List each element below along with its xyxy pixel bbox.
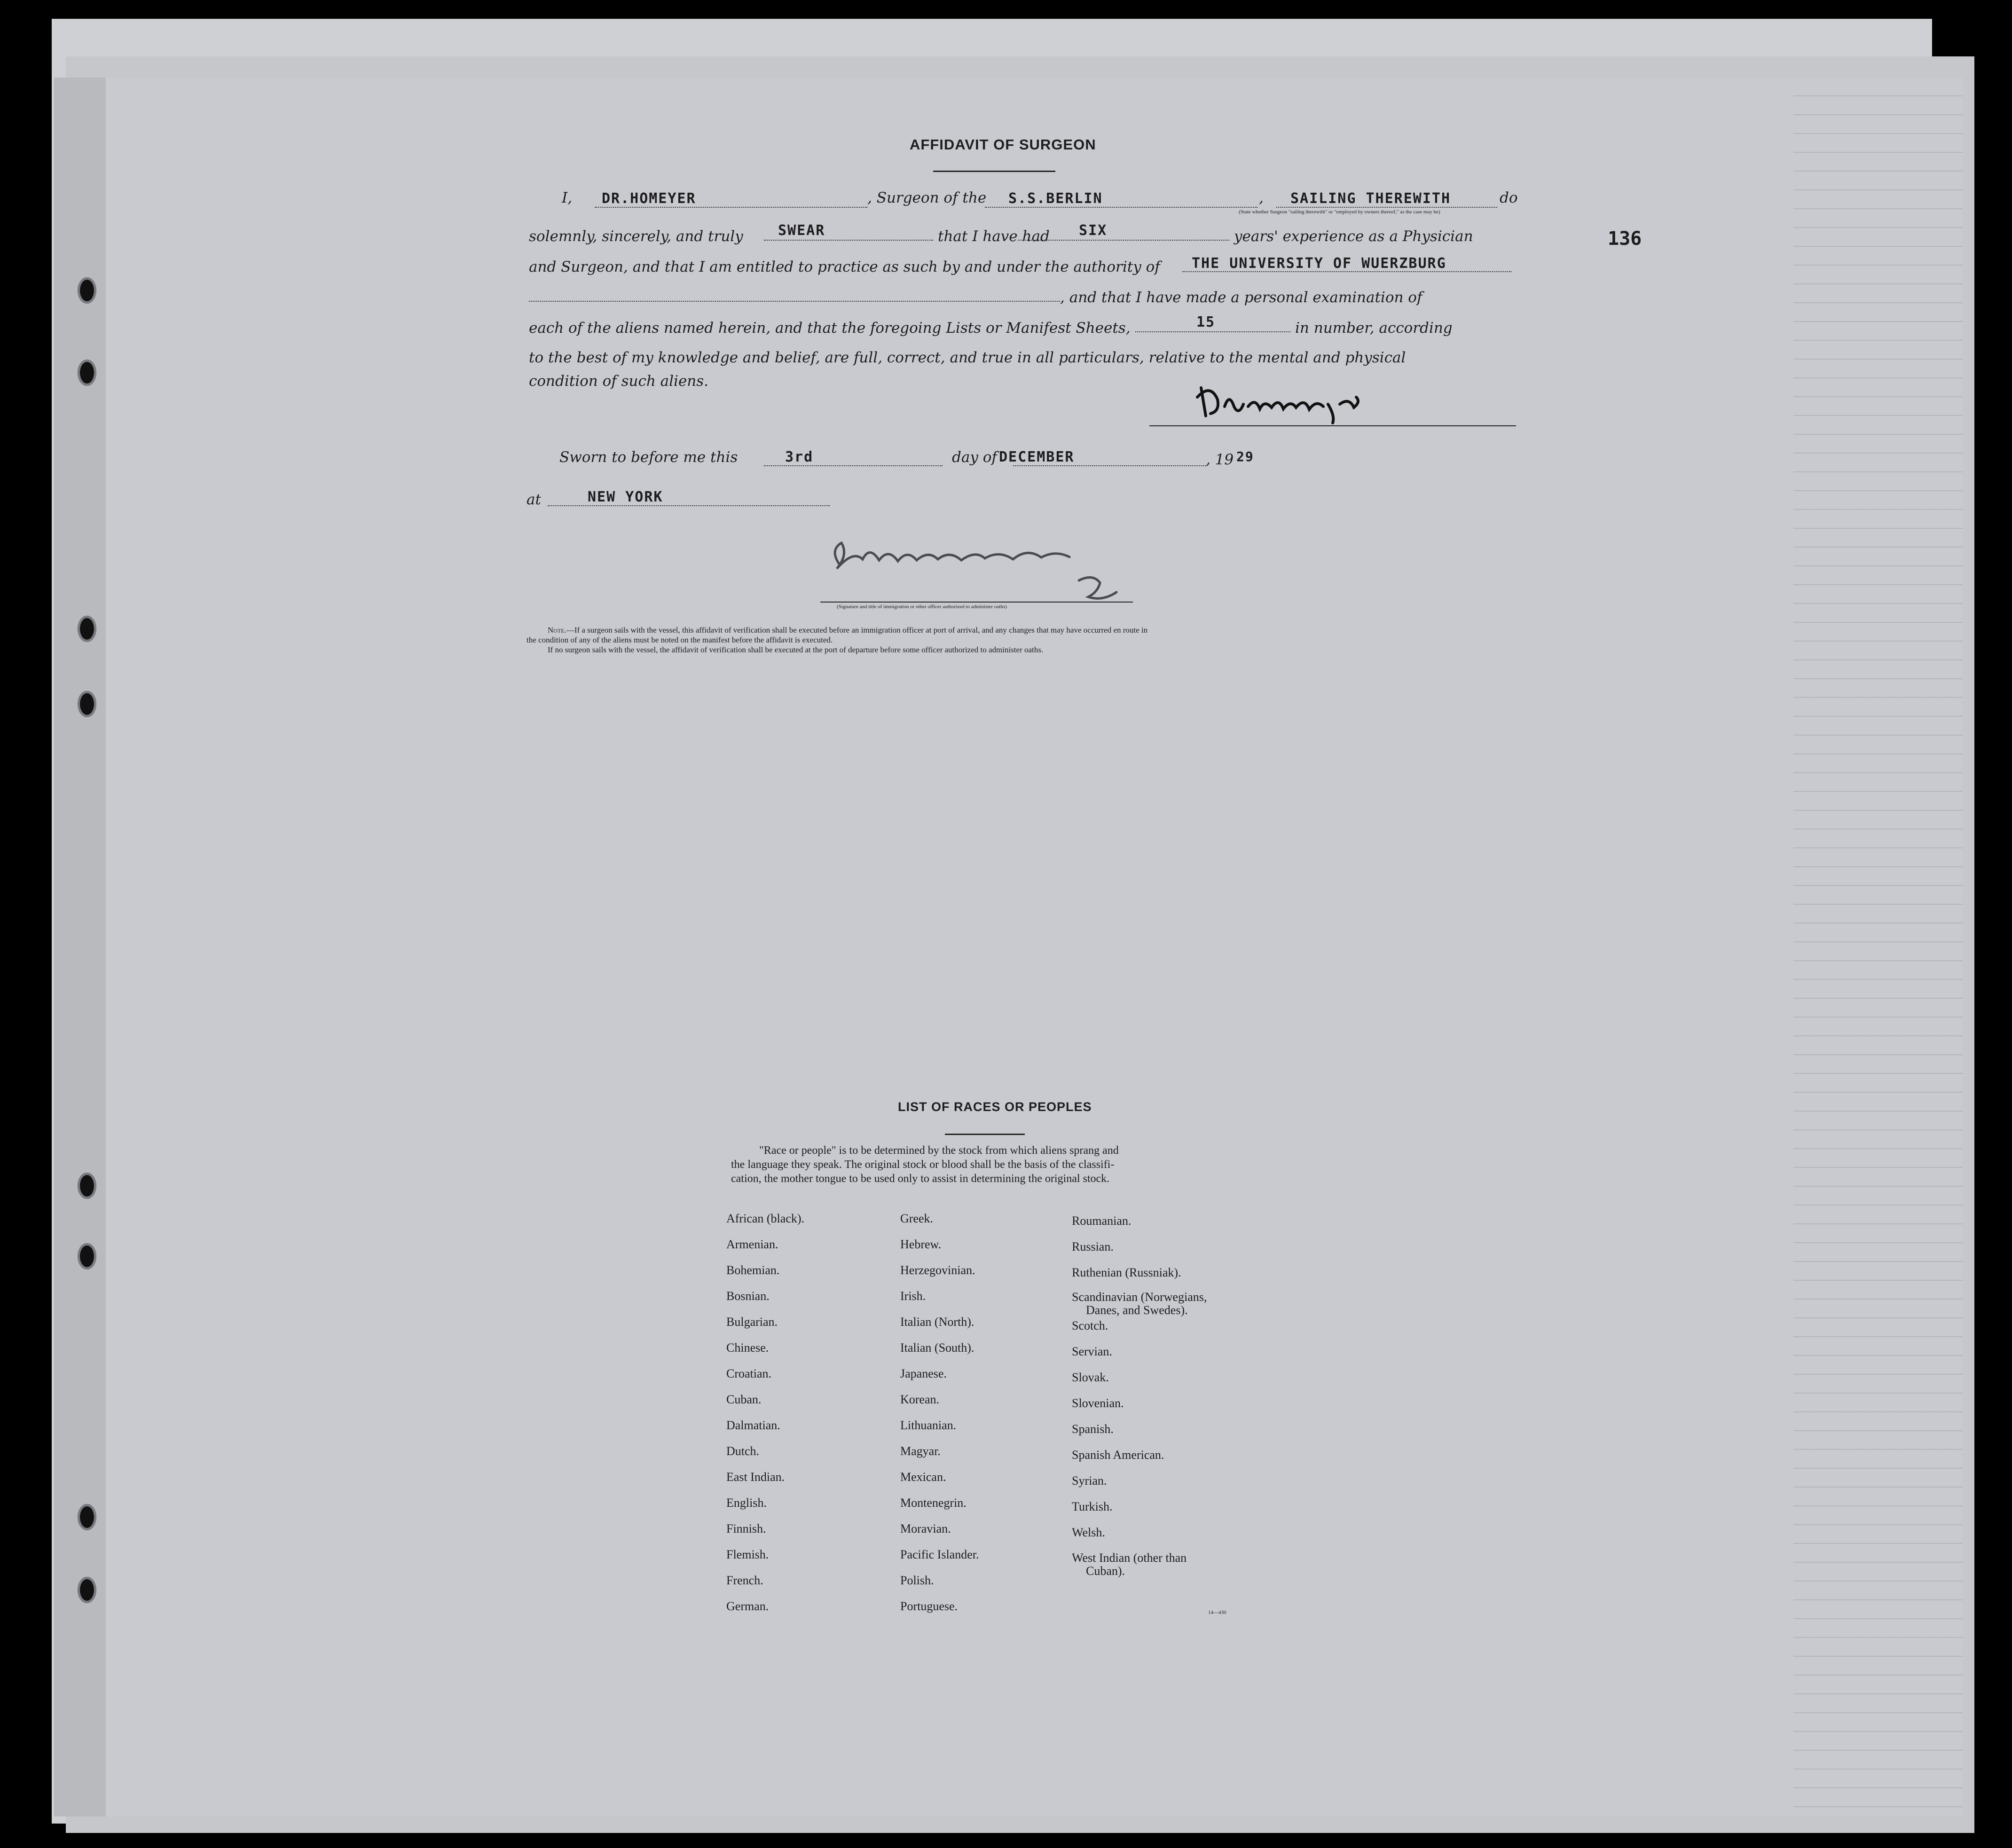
text-year-prefix: , 19 (1206, 451, 1234, 468)
surgeon-signature-line (1149, 425, 1516, 426)
vessel-name: S.S.BERLIN (1008, 190, 1103, 207)
note-line-3: If no surgeon sails with the vessel, the affidavit of verification shall be executed at the port of departure before some officer authorized to administer oaths. (548, 645, 1044, 654)
text-sworn: Sworn to before me this (559, 449, 738, 466)
races-col-1 (726, 1206, 804, 1619)
text-i: I, (562, 189, 573, 206)
sworn-month: DECEMBER (999, 449, 1075, 465)
race-item: Scandinavian (Norwegians, (1072, 1290, 1207, 1304)
race-item: Herzegovinian. (900, 1263, 975, 1277)
race-item: Croatian. (726, 1367, 772, 1380)
sheets-value: 15 (1196, 314, 1216, 330)
sworn-month-line (1013, 465, 1206, 466)
text-condition: condition of such aliens. (529, 373, 709, 390)
race-item: Korean. (900, 1393, 940, 1406)
race-item: Bosnian. (726, 1289, 770, 1303)
oath-line (764, 240, 933, 241)
race-item: Italian (South). (900, 1341, 975, 1355)
races-intro-line-1: "Race or people" is to be determined by the stock from which aliens sprang and (759, 1144, 1119, 1157)
punch-hole (78, 277, 96, 304)
race-item: Scotch. (1072, 1319, 1108, 1332)
races-col-3 (1072, 1208, 1207, 1577)
sailing-note: (State whether Surgeon "sailing therewith" or "employed by owners thereof," as the case may be) (1239, 209, 1440, 215)
sailing-status: SAILING THEREWITH (1290, 190, 1451, 207)
text-day-of: day of (952, 449, 997, 466)
text-and-surgeon: and Surgeon, and that I am entitled to practice as such by and under the authority of (529, 258, 1160, 275)
text-comma: , (1259, 189, 1264, 206)
sworn-place: NEW YORK (588, 489, 663, 505)
document-page (54, 78, 1963, 1817)
text-years-experience: years' experience as a Physician (1234, 228, 1473, 245)
note-text-1: —If a surgeon sails with the vessel, this affidavit of verification shall be executed before an immigration officer at port of arrival, and any changes that may have occurred en route in (566, 626, 1148, 634)
race-item: Bulgarian. (726, 1315, 778, 1329)
race-item: Moravian. (900, 1522, 951, 1535)
races-title-rule (945, 1134, 1025, 1135)
race-item: Flemish. (726, 1548, 769, 1561)
punch-hole (78, 691, 96, 717)
races-intro (731, 1143, 1314, 1186)
race-item: East Indian. (726, 1470, 785, 1484)
race-item: West Indian (other than (1072, 1551, 1187, 1565)
race-item: Ruthenian (Russniak). (1072, 1266, 1181, 1279)
race-item: Armenian. (726, 1237, 778, 1251)
text-personal-examination: , and that I have made a personal examination of (1060, 289, 1423, 306)
page-number: 136 (1608, 228, 1642, 250)
ruled-lines (1793, 78, 1963, 1817)
sworn-day: 3rd (785, 449, 814, 465)
races-intro-line-2: the language they speak. The original stock or blood shall be the basis of the classifi- (731, 1159, 1115, 1171)
race-item: Montenegrin. (900, 1496, 967, 1510)
authority-line (1182, 271, 1511, 272)
race-item: German. (726, 1599, 769, 1613)
race-item: Spanish. (1072, 1422, 1114, 1436)
race-item: Greek. (900, 1212, 934, 1225)
text-in-number: in number, according (1295, 320, 1453, 337)
sworn-day-line (764, 465, 943, 466)
text-at: at (527, 491, 541, 508)
officer-signature-line (820, 602, 1133, 603)
race-item: Cuban). (1086, 1564, 1125, 1578)
race-item: Roumanian. (1072, 1214, 1132, 1228)
race-item: Russian. (1072, 1240, 1114, 1253)
authority-line-2 (529, 301, 1060, 302)
race-item: Syrian. (1072, 1474, 1107, 1488)
race-item: Irish. (900, 1289, 926, 1303)
race-item: Magyar. (900, 1444, 941, 1458)
text-each-of-the-aliens: each of the aliens named herein, and that the foregoing Lists or Manifest Sheets, (529, 320, 1131, 337)
race-item: French. (726, 1574, 763, 1587)
punch-hole (78, 1504, 96, 1530)
race-item: Turkish. (1072, 1500, 1113, 1513)
text-that-i-have-had: that I have had (938, 228, 1050, 245)
race-item: Welsh. (1072, 1526, 1105, 1539)
sheets-line (1135, 331, 1290, 332)
years-value: SIX (1079, 222, 1108, 239)
surgeon-name-line (595, 207, 867, 208)
race-item: Cuban. (726, 1393, 762, 1406)
punch-hole (78, 1173, 96, 1199)
affidavit-title: AFFIDAVIT OF SURGEON (910, 136, 1096, 153)
race-item: African (black). (726, 1212, 805, 1225)
text-surgeon-of-the: , Surgeon of the (867, 189, 987, 206)
vessel-line (985, 207, 1258, 208)
text-solemnly: solemnly, sincerely, and truly (529, 228, 743, 245)
race-item: Dutch. (726, 1444, 760, 1458)
page-left-edge (54, 78, 106, 1817)
sworn-year: 29 (1236, 449, 1254, 464)
race-item: Finnish. (726, 1522, 766, 1535)
race-item: Slovenian. (1072, 1396, 1124, 1410)
text-do: do (1500, 189, 1518, 206)
race-item: Dalmatian. (726, 1418, 780, 1432)
note-label: Note. (548, 626, 566, 634)
authority-value: THE UNIVERSITY OF WUERZBURG (1192, 255, 1446, 272)
text-to-the-best: to the best of my knowledge and belief, are full, correct, and true in all particulars, relative to the mental and physical (529, 349, 1406, 366)
surgeon-signature (1192, 378, 1455, 425)
punch-hole (78, 1243, 96, 1269)
race-item: Portuguese. (900, 1599, 958, 1613)
punch-hole (78, 360, 96, 386)
punch-hole (78, 616, 96, 642)
years-line (1018, 240, 1229, 241)
races-intro-line-3: cation, the mother tongue to be used only to assist in determining the original stock. (731, 1173, 1110, 1185)
race-item: English. (726, 1496, 767, 1510)
race-item: Spanish American. (1072, 1448, 1164, 1462)
race-item: Chinese. (726, 1341, 769, 1355)
race-item: Slovak. (1072, 1370, 1109, 1384)
punch-hole (78, 1577, 96, 1603)
title-rule (933, 171, 1055, 172)
surgeon-name: DR.HOMEYER (602, 190, 696, 207)
note-line-2: the condition of any of the aliens must be noted on the manifest before the affidavit is executed. (527, 635, 833, 644)
form-number: 14—430 (1208, 1610, 1226, 1615)
race-item: Mexican. (900, 1470, 946, 1484)
race-item: Lithuanian. (900, 1418, 957, 1432)
sailing-line (1276, 207, 1497, 208)
race-item: Italian (North). (900, 1315, 975, 1329)
race-item: Japanese. (900, 1367, 947, 1380)
race-item: Pacific Islander. (900, 1548, 979, 1561)
race-item: Servian. (1072, 1345, 1112, 1358)
note-line-1 (548, 625, 1147, 635)
sworn-place-line (548, 505, 830, 506)
race-item: Bohemian. (726, 1263, 780, 1277)
race-item: Hebrew. (900, 1237, 942, 1251)
race-item: Danes, and Swedes). (1086, 1303, 1188, 1317)
races-col-2 (900, 1206, 979, 1619)
oath-value: SWEAR (778, 222, 825, 239)
race-item: Polish. (900, 1574, 934, 1587)
officer-caption: (Signature and title of immigration or other officer authorized to administer oaths) (837, 604, 1007, 610)
races-title: LIST OF RACES OR PEOPLES (898, 1100, 1092, 1114)
